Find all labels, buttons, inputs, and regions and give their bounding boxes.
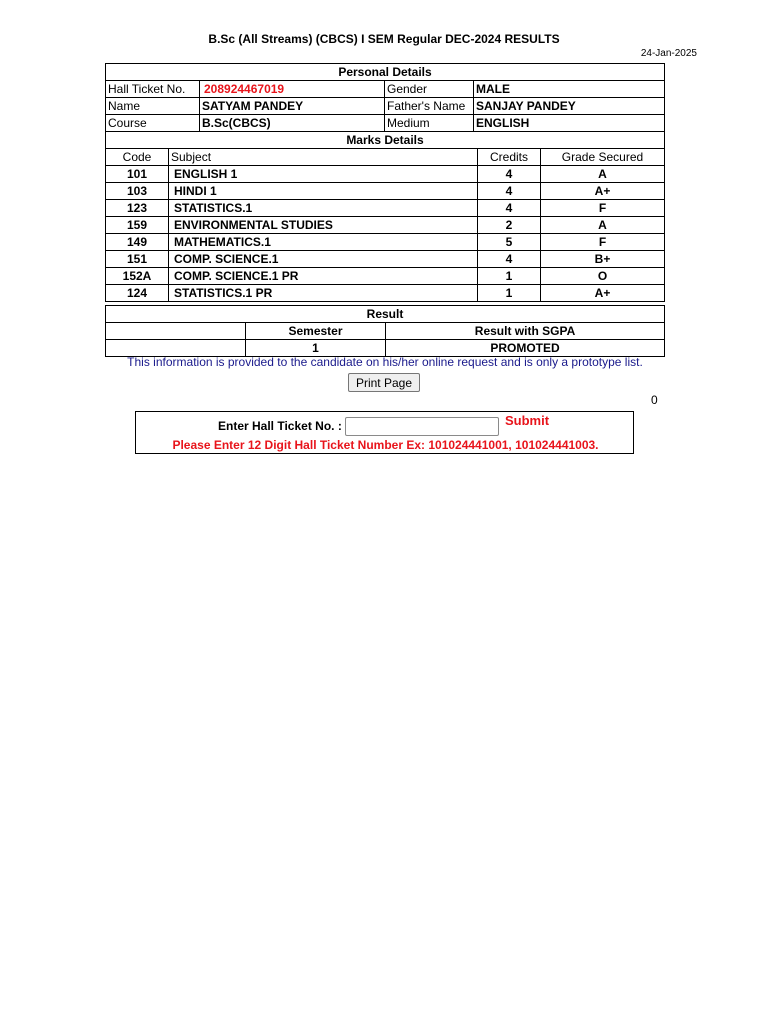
credits-column-header: Credits [478,149,541,166]
subject-name: ENGLISH 1 [169,166,478,183]
course-value: B.Sc(CBCS) [200,115,385,132]
subject-code: 123 [106,200,169,217]
hall-ticket-input[interactable] [345,417,499,436]
subject-grade: F [541,234,665,251]
name-value: SATYAM PANDEY [200,98,385,115]
course-label: Course [106,115,200,132]
subject-name: COMP. SCIENCE.1 [169,251,478,268]
subject-grade: A+ [541,285,665,302]
subject-code: 101 [106,166,169,183]
page-title: B.Sc (All Streams) (CBCS) I SEM Regular DEC-2024 RESULTS [208,32,560,46]
subject-grade: A [541,166,665,183]
subject-credits: 4 [478,251,541,268]
subject-name: COMP. SCIENCE.1 PR [169,268,478,285]
print-page-button[interactable]: Print Page [348,373,420,392]
result-empty-cell [106,340,246,357]
gender-label: Gender [385,81,474,98]
semester-column-header: Semester [246,323,386,340]
submit-button[interactable]: Submit [505,413,550,428]
subject-code: 149 [106,234,169,251]
medium-label: Medium [385,115,474,132]
subject-grade: B+ [541,251,665,268]
hall-ticket-label: Hall Ticket No. [106,81,200,98]
table-row [106,234,665,251]
personal-details-heading: Personal Details [106,64,665,81]
visit-counter: 0 [651,393,658,407]
subject-grade: O [541,268,665,285]
subject-name: MATHEMATICS.1 [169,234,478,251]
hall-ticket-hint: Please Enter 12 Digit Hall Ticket Number Ex: 101024441001, 101024441003. [172,438,599,452]
table-row [106,251,665,268]
table-row [106,285,665,302]
subject-credits: 1 [478,268,541,285]
subject-credits: 4 [478,200,541,217]
table-row [106,268,665,285]
subject-grade: F [541,200,665,217]
subject-credits: 4 [478,183,541,200]
subject-grade: A [541,217,665,234]
sgpa-value: PROMOTED [386,340,665,357]
result-empty-cell [106,323,246,340]
subject-code: 159 [106,217,169,234]
gender-value: MALE [474,81,665,98]
table-row [106,200,665,217]
result-table [105,305,665,357]
result-heading: Result [106,306,665,323]
father-name-value: SANJAY PANDEY [474,98,665,115]
personal-details-table [105,63,665,132]
report-date: 24-Jan-2025 [640,48,697,59]
subject-code: 152A [106,268,169,285]
medium-value: ENGLISH [474,115,665,132]
subject-credits: 2 [478,217,541,234]
table-row [106,217,665,234]
disclaimer-text: This information is provided to the candidate on his/her online request and is only a prototype list. [127,355,643,369]
table-row [106,166,665,183]
name-label: Name [106,98,200,115]
code-column-header: Code [106,149,169,166]
subject-column-header: Subject [169,149,478,166]
subject-name: STATISTICS.1 [169,200,478,217]
subject-code: 151 [106,251,169,268]
subject-name: ENVIRONMENTAL STUDIES [169,217,478,234]
hall-ticket-search-form [135,411,634,454]
hall-ticket-input-label: Enter Hall Ticket No. : [218,419,342,433]
subject-name: HINDI 1 [169,183,478,200]
father-name-label: Father's Name [385,98,474,115]
subject-code: 103 [106,183,169,200]
sgpa-column-header: Result with SGPA [386,323,665,340]
subject-grade: A+ [541,183,665,200]
subject-credits: 1 [478,285,541,302]
table-row [106,183,665,200]
subject-credits: 4 [478,166,541,183]
marks-details-table [105,131,665,302]
grade-column-header: Grade Secured [541,149,665,166]
semester-value: 1 [246,340,386,357]
marks-details-heading: Marks Details [106,132,665,149]
hall-ticket-value: 208924467019 [200,81,385,98]
subject-credits: 5 [478,234,541,251]
subject-name: STATISTICS.1 PR [169,285,478,302]
subject-code: 124 [106,285,169,302]
